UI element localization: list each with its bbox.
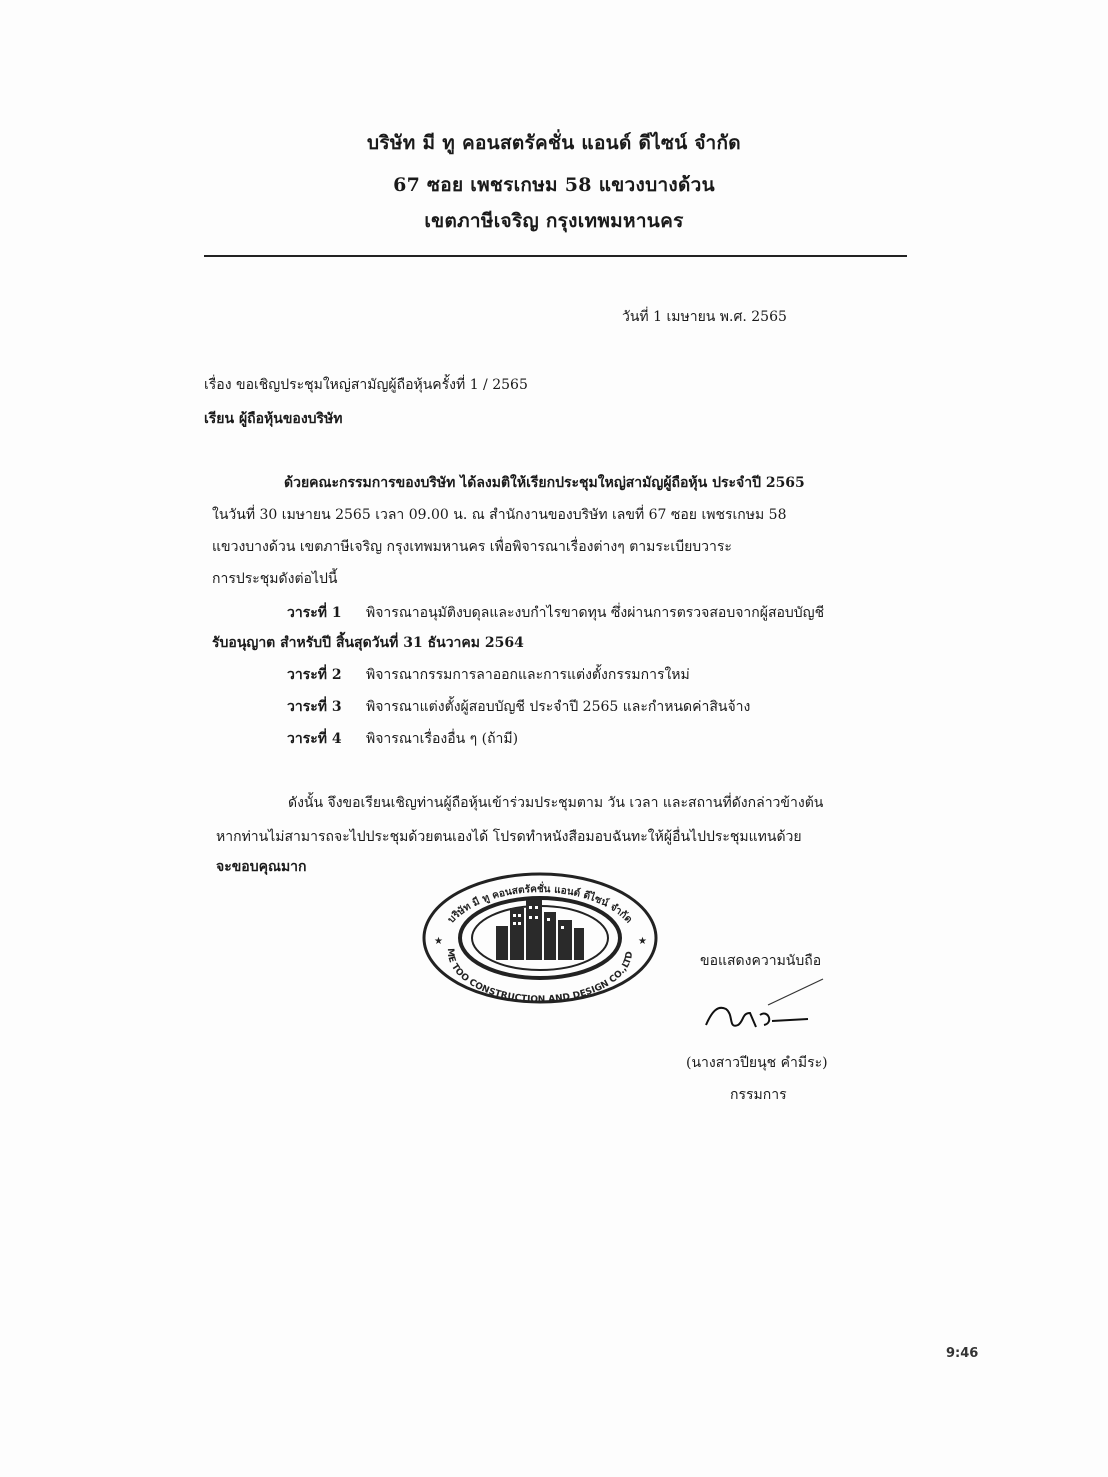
body-p2-line3: จะขอบคุณมาก <box>216 859 307 875</box>
signatory-name: (นางสาวปียนุช คำมีระ) <box>686 1055 828 1071</box>
signature-icon <box>698 975 828 1035</box>
body-p1-line3: แขวงบางด้วน เขตภาษีเจริญ กรุงเทพมหานคร เพื่อพิจารณาเรื่องต่างๆ ตามระเบียบวาระ <box>212 539 732 555</box>
svg-text:★: ★ <box>434 936 443 947</box>
address-line-2: เขตภาษีเจริญ กรุงเทพมหานคร <box>424 210 684 232</box>
body-p1-line4: การประชุมดังต่อไปนี้ <box>212 571 338 587</box>
agenda-label: วาระที่ 3 <box>287 699 342 715</box>
seal-text-bottom: ME TOO CONSTRUCTION AND DESIGN CO.,LTD <box>444 948 636 1005</box>
svg-text:★: ★ <box>638 936 647 947</box>
recipient-line: เรียน ผู้ถือหุ้นของบริษัท <box>204 411 343 427</box>
subject-line: เรื่อง ขอเชิญประชุมใหญ่สามัญผู้ถือหุ้นครั้งที่ 1 / 2565 <box>204 377 528 393</box>
agenda-label: วาระที่ 1 <box>287 605 342 621</box>
header-divider <box>204 255 907 257</box>
body-p2-line2: หากท่านไม่สามารถจะไปประชุมด้วยตนเองได้ โปรดทำหนังสือมอบฉันทะให้ผู้อื่นไปประชุมแทนด้วย <box>216 829 802 845</box>
agenda-text: พิจารณากรรมการลาออกและการแต่งตั้งกรรมการใหม่ <box>366 667 690 683</box>
agenda-text: พิจารณาเรื่องอื่น ๆ (ถ้ามี) <box>366 731 519 747</box>
agenda-text: พิจารณาอนุมัติงบดุลและงบกำไรขาดทุน ซึ่งผ่านการตรวจสอบจากผู้สอบบัญชี <box>366 605 825 621</box>
agenda-label: วาระที่ 2 <box>287 667 342 683</box>
address-line-1: 67 ซอย เพชรเกษม 58 แขวงบางด้วน <box>393 174 715 196</box>
body-p1-line2: ในวันที่ 30 เมษายน 2565 เวลา 09.00 น. ณ สำนักงานของบริษัท เลขที่ 67 ซอย เพชรเกษม 58 <box>212 507 787 523</box>
seal-text-top: บริษัท มี ทู คอนสตรัคชั่น แอนด์ ดีไซน์ จำกัด <box>445 884 635 926</box>
body-p1-line1: ด้วยคณะกรรมการของบริษัท ได้ลงมติให้เรียกประชุมใหญ่สามัญผู้ถือหุ้น ประจำปี 2565 <box>284 475 805 491</box>
company-seal-icon <box>420 870 660 1005</box>
closing-regards: ขอแสดงความนับถือ <box>700 953 822 969</box>
page-number: 9:46 <box>946 1346 979 1361</box>
date-line: วันที่ 1 เมษายน พ.ศ. 2565 <box>622 309 787 325</box>
agenda-label: วาระที่ 4 <box>287 731 342 747</box>
company-name: บริษัท มี ทู คอนสตรัคชั่น แอนด์ ดีไซน์ จำกัด <box>367 132 741 154</box>
body-p2-line1: ดังนั้น จึงขอเรียนเชิญท่านผู้ถือหุ้นเข้าร่วมประชุมตาม วัน เวลา และสถานที่ดังกล่าวข้างต้น <box>288 795 824 811</box>
agenda-text: พิจารณาแต่งตั้งผู้สอบบัญชี ประจำปี 2565 และกำหนดค่าสินจ้าง <box>366 699 751 715</box>
signatory-title: กรรมการ <box>730 1087 787 1103</box>
agenda-1-continuation: รับอนุญาต สำหรับปี สิ้นสุดวันที่ 31 ธันวาคม 2564 <box>212 635 524 651</box>
